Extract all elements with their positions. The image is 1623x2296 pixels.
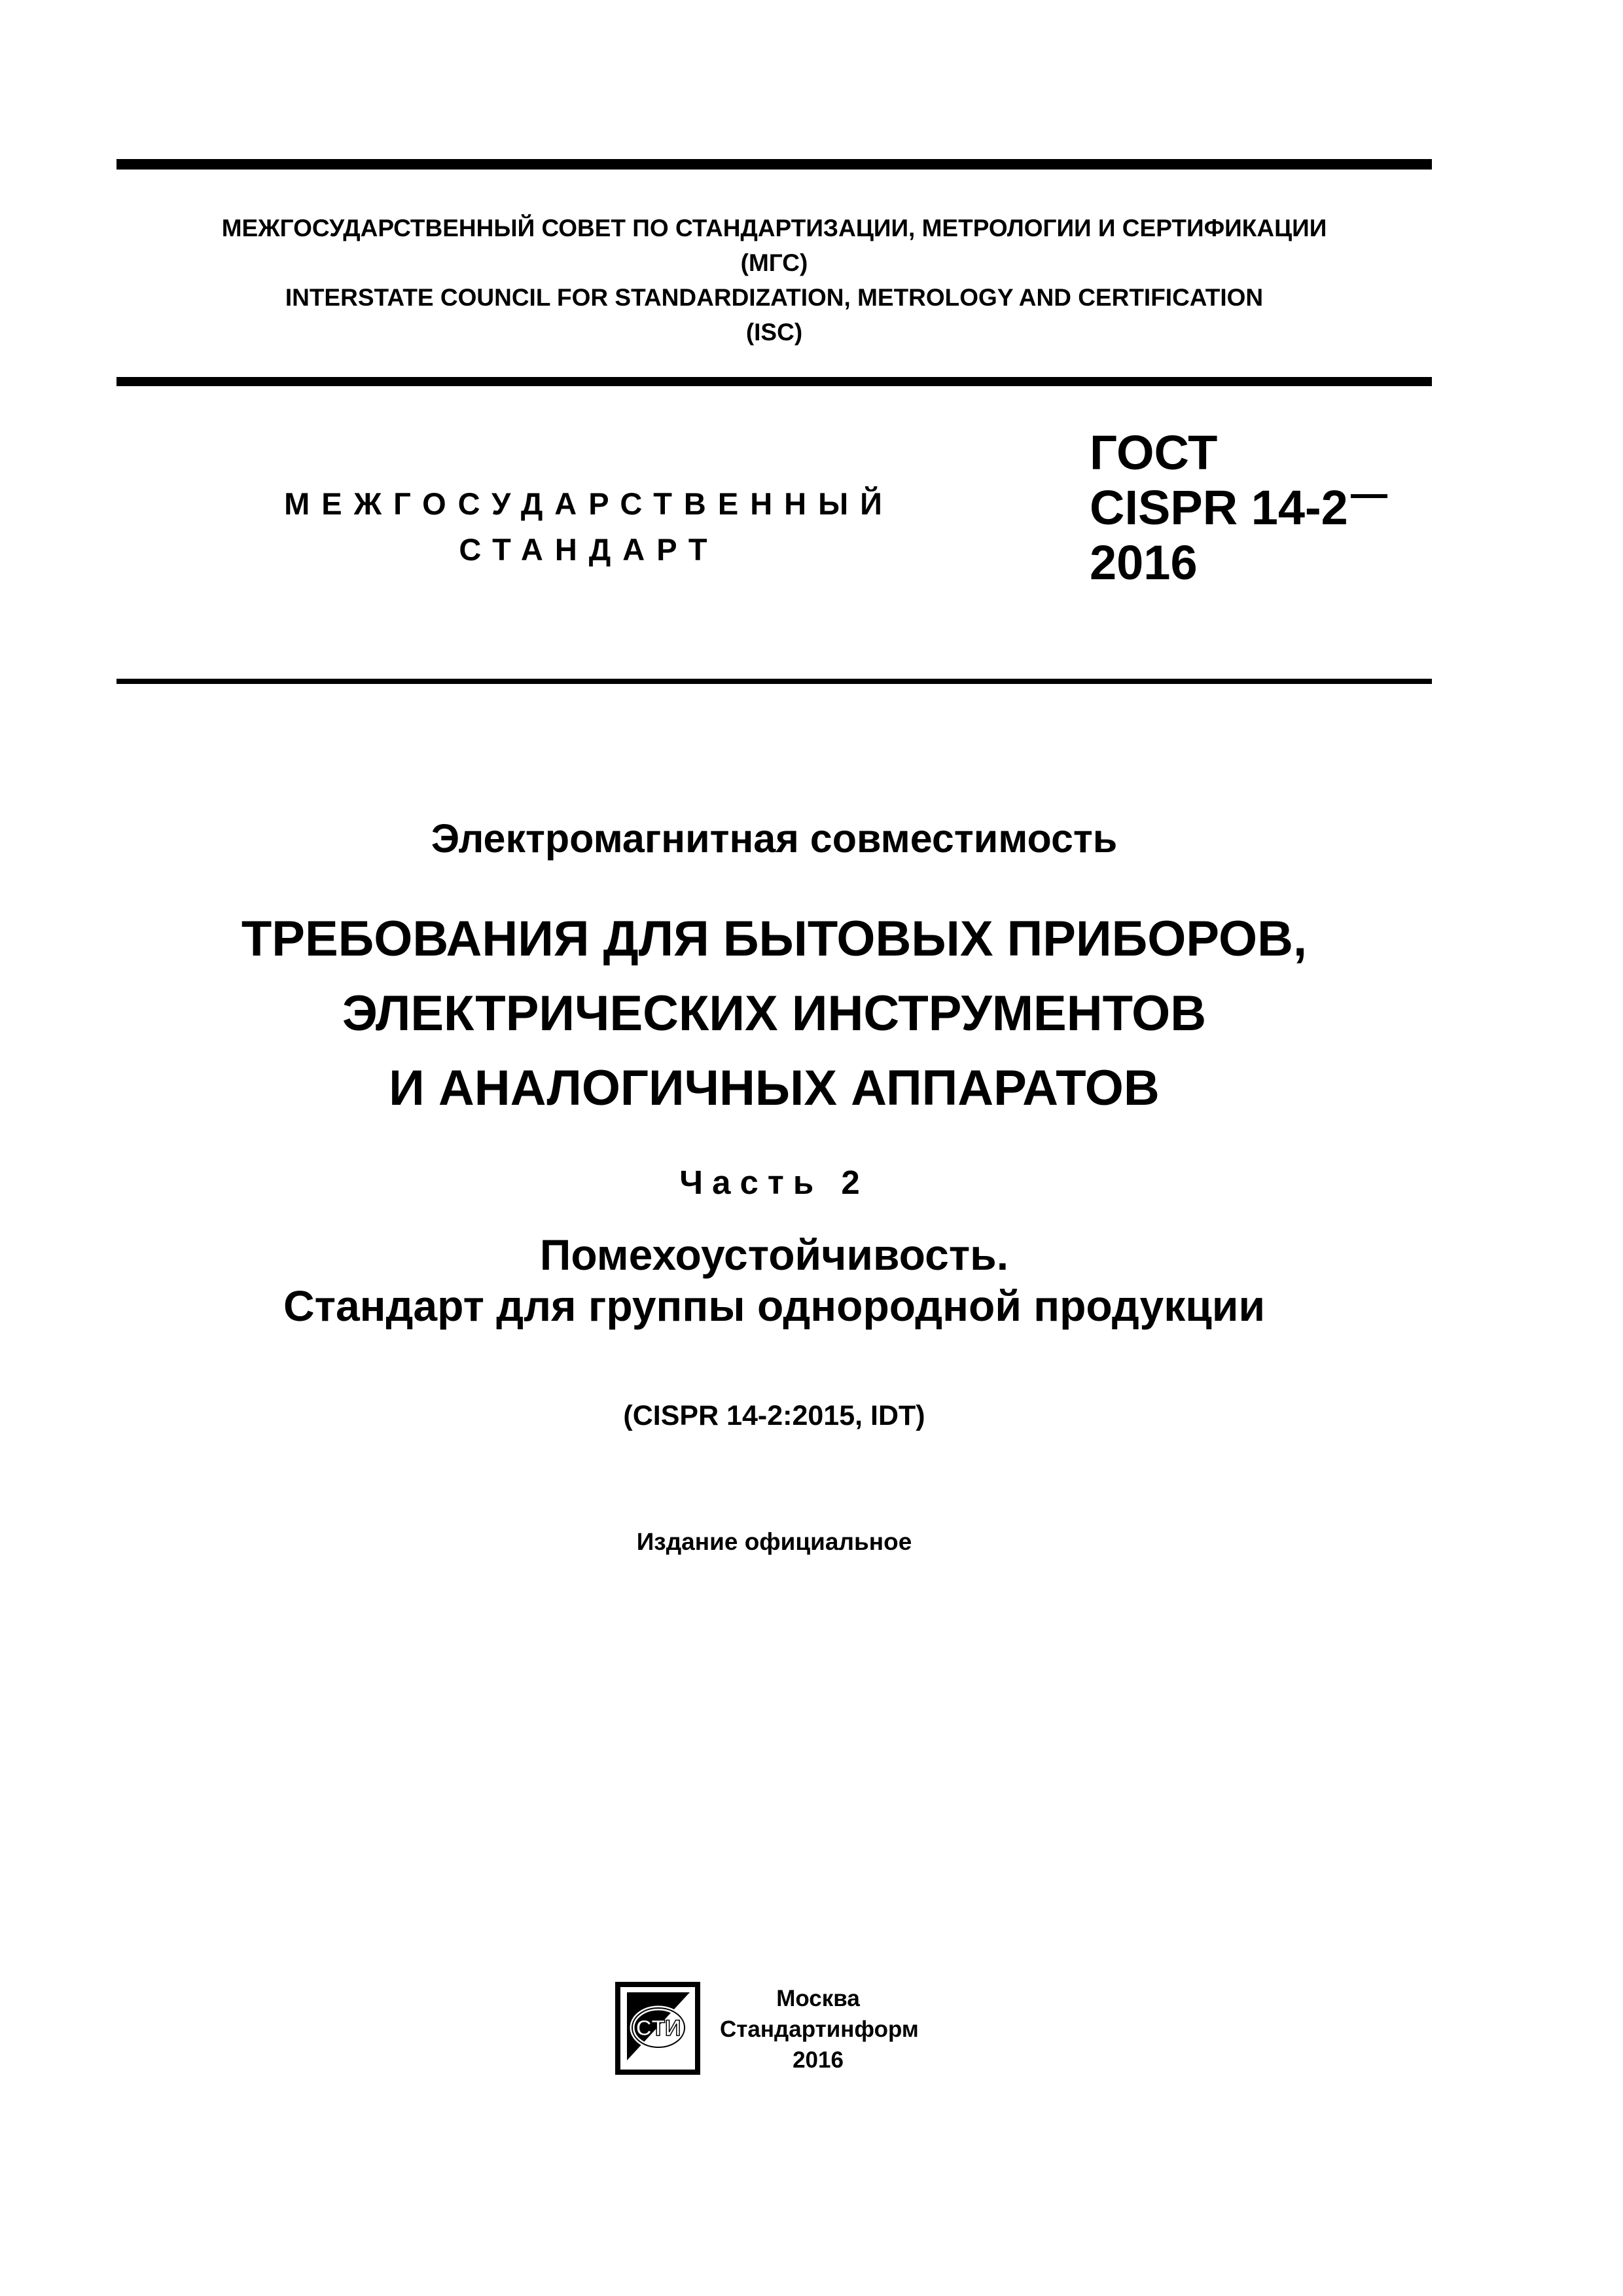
council-name-ru: МЕЖГОСУДАРСТВЕННЫЙ СОВЕТ ПО СТАНДАРТИЗАЦИИ, МЕТРОЛОГИИ И СЕРТИФИКАЦИИ	[221, 215, 1327, 242]
title-line3: И АНАЛОГИЧНЫХ АППАРАТОВ	[389, 1060, 1160, 1116]
international-reference: (CISPR 14-2:2015, IDT)	[623, 1400, 925, 1431]
standard-type-line1: МЕЖГОСУДАРСТВЕННЫЙ	[284, 486, 894, 521]
publisher-name: Стандартинформ	[720, 2017, 919, 2042]
council-abbr-ru: (МГС)	[740, 249, 808, 276]
document-subtitle	[116, 1229, 1432, 1331]
top-rule	[116, 159, 1432, 170]
title-line1: ТРЕБОВАНИЯ ДЛЯ БЫТОВЫХ ПРИБОРОВ,	[241, 911, 1308, 967]
middle-rule	[116, 377, 1432, 386]
publisher-imprint	[720, 1983, 919, 2075]
part-label: Часть 2	[679, 1164, 869, 1201]
standard-type-label	[262, 481, 916, 573]
standartinform-logo-icon	[615, 1982, 700, 2075]
designation-year: 2016	[1090, 535, 1198, 590]
subtitle-line2: Стандарт для группы однородной продукции	[283, 1282, 1266, 1330]
document-title	[116, 902, 1432, 1126]
publisher-city: Москва	[776, 1986, 860, 2011]
standard-type-line2: СТАНДАРТ	[459, 532, 719, 567]
council-name-en: INTERSTATE COUNCIL FOR STANDARDIZATION, METROLOGY AND CERTIFICATION	[285, 284, 1264, 311]
bottom-rule	[116, 679, 1432, 684]
title-line2: ЭЛЕКТРИЧЕСКИХ ИНСТРУМЕНТОВ	[342, 986, 1207, 1041]
logo-graphic	[615, 1982, 700, 2075]
council-header	[116, 211, 1432, 350]
logo-text: СТИ	[635, 2016, 681, 2041]
edition-note: Издание официальное	[636, 1528, 912, 1555]
standard-designation	[1090, 425, 1387, 590]
designation-dash	[1351, 494, 1387, 498]
designation-code: CISPR 14-2	[1090, 480, 1348, 535]
publisher-year: 2016	[793, 2047, 844, 2073]
designation-code-line	[1090, 480, 1387, 535]
document-subject: Электромагнитная совместимость	[431, 816, 1118, 861]
council-abbr-en: (ISC)	[745, 319, 803, 346]
designation-prefix: ГОСТ	[1090, 425, 1218, 480]
subtitle-line1: Помехоустойчивость.	[539, 1230, 1009, 1279]
